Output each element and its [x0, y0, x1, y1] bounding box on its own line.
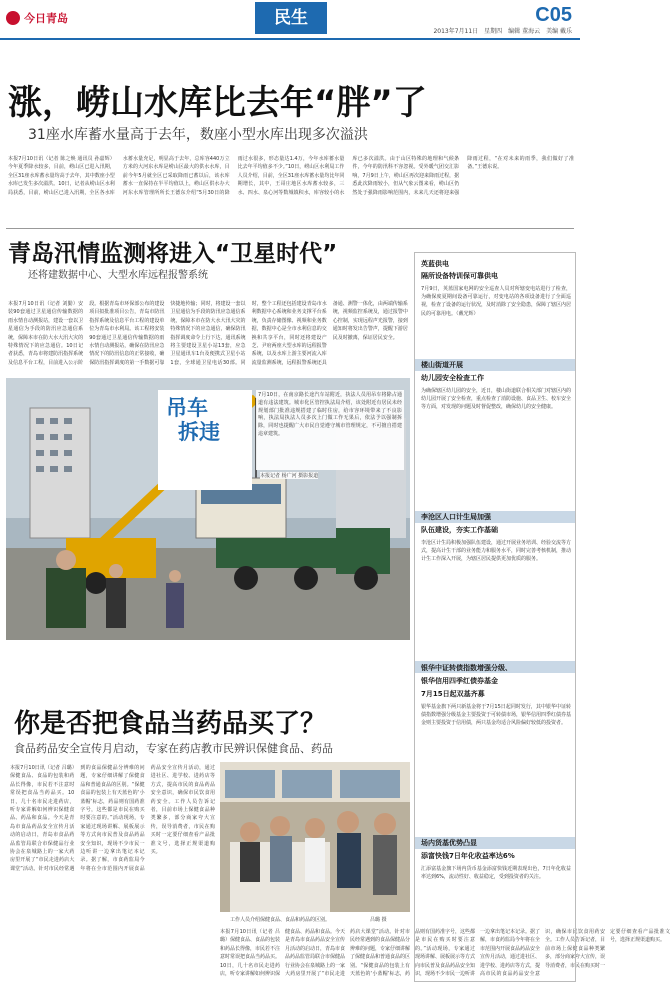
crane-photo-caption: 7月10日，在南京路长途汽车站附近，执法人员用吊车将除占通道有违法建筑。城市化区管控执法局介绍，该处附近有居民未经规划部门批准违规搭建了临时住房，给市容环境带来了不良影响，执法局执法人员多次上门做工作无果后，依法予以强制拆除，同时也提醒广大市民自觉遵守城市管理规定，不可擅自搭建违章建筑。: [256, 390, 404, 470]
story1-subhead: 31座水库蓄水量高于去年，数座小型水库出现多次溢洪: [28, 127, 368, 143]
sidebar-brief-5-title: 场内货基优势凸显: [421, 839, 477, 847]
crane-photo-credit: 本报记者 杨广河 摄影报道: [260, 473, 319, 479]
story1-body: 本报7月10日讯（记者 陈之焕 通讯员 孙嘉辉）今年夏季降水较多，目前，崂山区已进入汛期，全区31座水库蓄水量均高于去年，其中数座小型水库已发生多次溢洪。10日，记者从崂山区水利局获悉，目前，崂山区已进入汛期，全区各水库水蓄水量充足，明显高于去年，总库容440万立方米的大河东水库是崂山区最大的供水水库，目前今年5月就全区已采取降雨已蓄以后，该水库蓄水一直保持在半平均值以上，崂山区供水办大河东水库管理所所长王德东介绍“5月30日的降雨过水很多，形态量达1.4万，今年水库蓄水量比去年平均值多不少。”10日，崂山区水利局工作人员介绍，目前，全区31座水库蓄水量均比年同期增长，其中，王哥庄地区水库蓄水较多，三水、四水、泉心河等数城镇积水，库容较小的水库已多次溢洪。由于山区特殊的地理和气候条件，今年的防汛科不容忽视。受外暖气团交汇影响，7月9日上午，崂山区再次迎来降雨过程，据悉此次降雨较小，但从气象云图来看，崂山区仍然处于强降雨影响范围内，未来几天还将迎来强降雨过程，“在对未来的雨季，我们做好了准备。”王德东说。: [8, 156, 574, 196]
sidebar-briefs: [414, 252, 576, 982]
sidebar-brief-4-title-2: 银华信用四季红债券基金: [421, 677, 498, 685]
issue-meta: 2013年7月11日 星期四 编辑 董海云 美编 戴乐: [433, 28, 572, 35]
story3-subhead: 食品药品安全宣传月启动，专家在药店教市民辨识保健食品、药品: [14, 742, 333, 755]
pharmacy-scene-illustration: [220, 762, 410, 912]
paper-name: 今日青岛: [24, 12, 68, 25]
sidebar-brief-3-title: 李沧区人口计生局加强: [421, 513, 491, 521]
masthead: [0, 0, 580, 38]
crane-demolition-photo: [6, 378, 410, 640]
page-number: C05: [535, 4, 572, 26]
sidebar-brief-3-subtitle: 队伍建设，夯实工作基础: [421, 526, 498, 534]
photo-tag-line2: 拆违: [178, 420, 220, 444]
sidebar-brief-3-text: 李沧区计生局积极加强队伍建设，通过开展业务培训、经验交流等方式，提高计生干部的业务能力和服务水平，同时完善考核机制，推动计生工作深入开展，为辖区居民提供更加优质的服务。: [421, 540, 572, 563]
sidebar-brief-5-subtitle: 添富快钱7日年化收益率达6%: [421, 852, 515, 860]
paper-logo-icon: [6, 11, 20, 25]
story3-body-bottom: 本报7月10日讯（记者 吕璐）保健食品、食品的包装和药品长得像，市民若不注意时常误把食品当药品买。10日，几十名市民走进药店，听专家讲解如何辨识保健食品、药品和食品。今天是青岛市食品药品安全宣传月活动的启动日，青岛市食品药品监管局联合市保健品行业协会在泉城路上的一家大药房里开展了“市民走进药店大课堂”活动。针对市民经常遇到的食品保健品分辨难的问题，专家仔细讲解了保健食品和普通食品的区别。“保健食品的包装上有天蓝色的‘小蓝帽’标志，药品则有国药准字号，这些都是市民在购买时要注意的。”活动现场，专家通过现场讲解、展板展示等方式向市民普及食品药品安全知识，现场不少市民一边听讲一边拿出笔记本记录。据了解，市食药监局今年将在全市范围内开展食品药品安全宣传月活动，通过进社区、进学校、进药店等方式，提高市民的食品药品安全意识，确保市民饮食用药安全。工作人员告诉记者，目前市场上保健食品种类繁多，部分商家夸大宣传，误导消费者，市民在购买时一定要仔细查看产品批准文号，选择正规渠道购买。: [220, 929, 670, 978]
section-tab: 民生: [255, 2, 327, 34]
sidebar-brief-2-text: 为确保辖区幼儿园的安全，近日，楼山街道联合相关部门对辖区内的幼儿园开展了安全检查，重点检查了消防设施、食品卫生、校车安全等方面，对发现的问题及时督促整改，确保幼儿的安全健康。: [421, 388, 572, 411]
sidebar-brief-4-subtitle: 7月15日起双基齐募: [421, 690, 485, 698]
sidebar-brief-1-text: 7月9日，英蓝国家电网的安全巡查人员对所辖变电站进行了检查，为确保度夏期间设备可靠运行，对变电站的各项设备进行了全面巡视，检查了设备的运行状况，及时消除了安全隐患，保障了辖区内居民的可靠用电。（戴光辉）: [421, 286, 572, 317]
story1-headline: 涨，崂山水库比去年“胖”了: [8, 83, 427, 123]
paper-logo: [6, 9, 68, 27]
sidebar-brief-4-title: 银华中证转债指数增强分级、: [421, 664, 512, 672]
sidebar-brief-4-text: 银华基金旗下两只新基金将于7月15日起同时发行，其中银华中证转债指数增强分级基金主要投资于可转债市场，银华信用四季红债券基金则主要投资于信用债，两只基金均适合风险偏好较低的投资者。: [421, 704, 572, 727]
masthead-rule: [0, 38, 580, 40]
story2-headline: 青岛汛情监测将进入“卫星时代”: [8, 241, 338, 267]
story2-body: 本报7月10日讯（记者 刘勤）安装90套通过卫星通信传输数据的雨水情自动测报站，建设一套以卫星通信为手段的防汛应急通信系统，保障本市在防大水大汛大灾的特殊情况下的应急通信。10日记者获悉，青岛市将建防汛指挥系统及信息平台工程，目前进入公示阶段。根据青岛市环保部公布的建设项目拟批准项目公告，青岛市防汛指挥系统及信息平台工程的建设单位为青岛市水利局。该工程将安装90套通过卫星通信传输数据的雨水情自动测报站，确保在防汛应急情况下的防汛信息的正常接收，确保防汛指挥调度的第一手数据可靠快捷地传输；同时，将建设一套以卫星通信为手段的防汛应急通信系统，保障本市在防大水大汛大灾的特殊情况下的应急通信，确保防汛指挥调度命令上行下达，通讯系统将主要建设卫星小站13套，应急卫星通讯车1台及便携式卫星小站1套，全球通卫星电话30部。同时，整个工程还包括建设青岛市水利数据中心系统和业务支撑平台系统，负责存储图像、视频和业务数据，数据中心是全市水利信息的交换和共享平台，同时还将建设产芝、尹府两座大型水库的远程报警系统，以及水库上游主要河流入库流量监测系统，远程报警系统还具备通、测警一体化，由两端传输系统，视频监控系统及，通过报警中心控制，实现远程声光报警，接到通知时将发出告警声，提醒下游居民及时撤离，保证居民安全。: [8, 301, 408, 366]
sidebar-brief-5-text: 汇添富基金旗下场内货币基金添富快钱近期表现出色，7日年化收益率达到6%，流动性好、收益稳定，受到投资者的关注。: [421, 866, 571, 881]
sidebar-brief-2-subtitle: 幼儿园安全检查工作: [421, 374, 484, 382]
sidebar-brief-1-title: 隔所设备特训保可靠供电: [421, 272, 498, 280]
sidebar-brief-2-title: 楼山街道开展: [421, 361, 463, 369]
story3-headline: 你是否把食品当药品买了？: [14, 709, 327, 739]
divider: [6, 228, 574, 229]
photo-tag-line1: 吊车: [166, 396, 208, 420]
story3-body-left: 本报7月10日讯（记者 吕璐）保健食品、食品的包装和药品长得像，市民若不注意时常误把食品当药品买。10日，几十名市民走进药店，听专家讲解如何辨识保健食品、药品和食品。今天是青岛市食品药品安全宣传月活动的启动日，青岛市食品药品监管局联合市保健品行业协会在泉城路上的一家大药房里开展了“市民走进药店大课堂”活动。针对市民经常遇到的食品保健品分辨难的问题，专家仔细讲解了保健食品和普通食品的区别。“保健食品的包装上有天蓝色的‘小蓝帽’标志，药品则有国药准字号，这些都是市民在购买时要注意的。”活动现场，专家通过现场讲解、展板展示等方式向市民普及食品药品安全知识，现场不少市民一边听讲一边拿出笔记本记录。据了解，市食药监局今年将在全市范围内开展食品药品安全宣传月活动，通过进社区、进学校、进药店等方式，提高市民的食品药品安全意识，确保市民饮食用药安全。工作人员告诉记者，目前市场上保健食品种类繁多，部分商家夸大宣传，误导消费者，市民在购买时一定要仔细查看产品批准文号，选择正规渠道购买。: [10, 765, 215, 872]
pharmacy-photo: [220, 762, 410, 912]
sidebar-brief-source: 英蓝供电: [421, 260, 449, 268]
photo-tag-box: [158, 390, 252, 490]
story2-subhead: 还将建数据中心、大型水库远程报警系统: [28, 270, 208, 281]
pharmacy-photo-credit: 吕璐 摄: [370, 917, 387, 923]
pharmacy-photo-caption: 工作人员介绍保健食品、食品和药品的区别。: [230, 917, 331, 923]
